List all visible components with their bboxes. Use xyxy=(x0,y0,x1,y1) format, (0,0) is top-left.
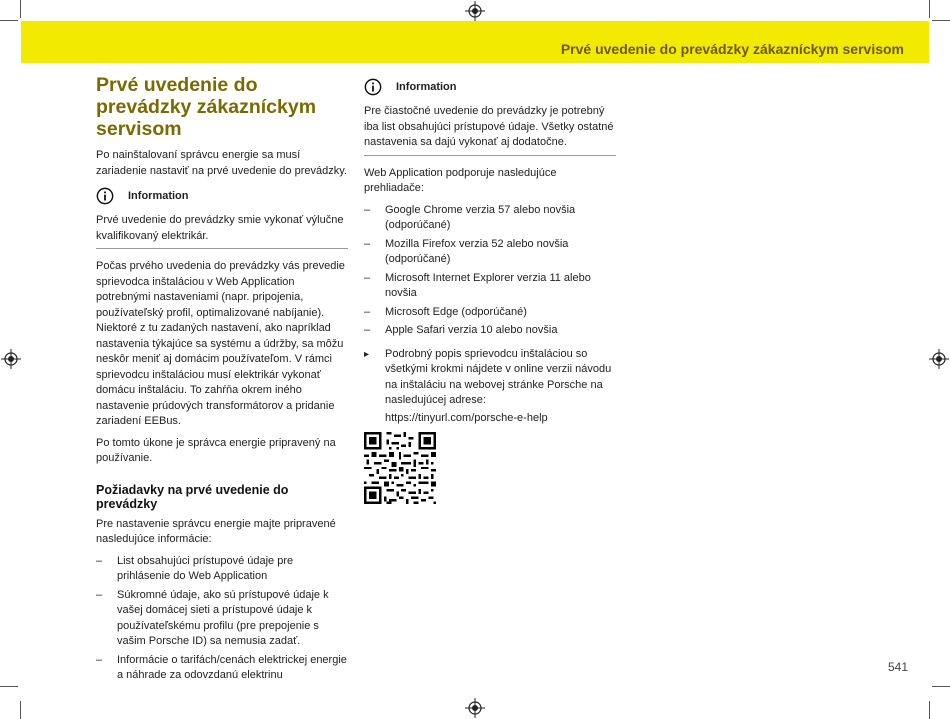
crop-mark xyxy=(929,0,930,18)
header-bar xyxy=(21,21,929,63)
list-item: – Microsoft Internet Explorer verzia 11 alebo novšia xyxy=(364,271,616,302)
list-item: – Informácie o tarifách/cenách elektrickej energie a náhrade za odovzdanú elektrinu xyxy=(96,653,348,684)
crop-mark xyxy=(929,701,930,719)
info-circle-icon xyxy=(364,78,382,96)
browser-list xyxy=(364,203,616,339)
info-label: Information xyxy=(396,81,457,93)
info-circle-icon xyxy=(96,187,114,205)
registration-mark-icon xyxy=(465,1,485,21)
info-label: Information xyxy=(128,190,189,202)
qr-code xyxy=(364,432,436,504)
body-paragraph: Pre nastavenie správcu energie majte pripravené nasledujúce informácie: xyxy=(96,517,336,545)
info-text: Prvé uvedenie do prevádzky smie vykonať výlučne kvalifikovaný elektrikár. xyxy=(96,213,348,249)
registration-mark-icon xyxy=(929,349,949,369)
list-item: – Google Chrome verzia 57 alebo novšia (odporúčané) xyxy=(364,203,616,234)
list-item: – Mozilla Firefox verzia 52 alebo novšia (odporúčané) xyxy=(364,237,616,268)
info-box xyxy=(96,187,348,249)
list-item: – Súkromné údaje, ako sú prístupové údaje k vašej domácej sieti a prístupové údaje k používateľskému profilu (pre prepojenie s vašim Porsche ID) sa nemusia zadať. xyxy=(96,588,348,650)
crop-mark xyxy=(20,0,21,18)
instruction-note: ▸ Podrobný popis sprievodcu inštaláciou so všetkými krokmi nájdete v online verzii návodu na inštaláciu na webovej stránke Porsche na nasledujúcej adrese: xyxy=(364,347,616,409)
page-title: Prvé uvedenie do prevádzky zákazníckym servisom xyxy=(96,74,317,140)
requirements-list xyxy=(96,554,348,684)
crop-mark xyxy=(932,686,950,687)
info-text: Pre čiastočné uvedenie do prevádzky je potrebný iba list obsahujúci prístupové údaje. Všetky ostatné nastavenia sa dajú vykonať aj dodatočne. xyxy=(364,104,616,156)
body-paragraph: Po tomto úkone je správca energie pripravený na používanie. xyxy=(96,436,336,464)
list-item: – List obsahujúci prístupové údaje pre prihlásenie do Web Application xyxy=(96,554,348,585)
intro-paragraph: Po nainštalovaní správcu energie sa musí zariadenie nastaviť na prvé uvedenie do prevádzky. xyxy=(96,149,347,177)
registration-mark-icon xyxy=(1,349,21,369)
left-column xyxy=(96,74,348,690)
crop-mark xyxy=(0,20,18,21)
crop-mark xyxy=(20,701,21,719)
list-item: – Microsoft Edge (odporúčané) xyxy=(364,305,616,321)
registration-mark-icon xyxy=(465,698,485,718)
info-box xyxy=(364,78,616,156)
help-url[interactable]: https://tinyurl.com/porsche-e-help xyxy=(385,411,548,424)
crop-mark xyxy=(0,686,18,687)
right-column xyxy=(364,78,616,509)
page-number: 541 xyxy=(887,660,908,674)
running-header-title: Prvé uvedenie do prevádzky zákazníckym servisom xyxy=(560,41,904,57)
body-paragraph: Počas prvého uvedenia do prevádzky vás prevedie sprievodca inštaláciou v Web Application potrebnými nastaveniami (napr. pripojenia, používateľský profil, optimalizované nabíjanie). Niektoré z tu zadaných nastavení, ako napríklad nastavenia týkajúce sa systému a údržby, sa môžu neskôr meniť aj domácim používateľom. V rámci sprievodcu inštaláciou musí elektrikár vykonať domácu inštaláciu. To zahŕňa okrem iného nastavenie prúdových transformátorov a pridanie zariadení EEBus. xyxy=(96,260,345,427)
crop-mark xyxy=(932,20,950,21)
list-item: – Apple Safari verzia 10 alebo novšia xyxy=(364,323,616,339)
browsers-intro: Web Application podporuje nasledujúce prehliadače: xyxy=(364,166,557,194)
section-heading: Požiadavky na prvé uvedenie do prevádzky xyxy=(96,482,289,511)
